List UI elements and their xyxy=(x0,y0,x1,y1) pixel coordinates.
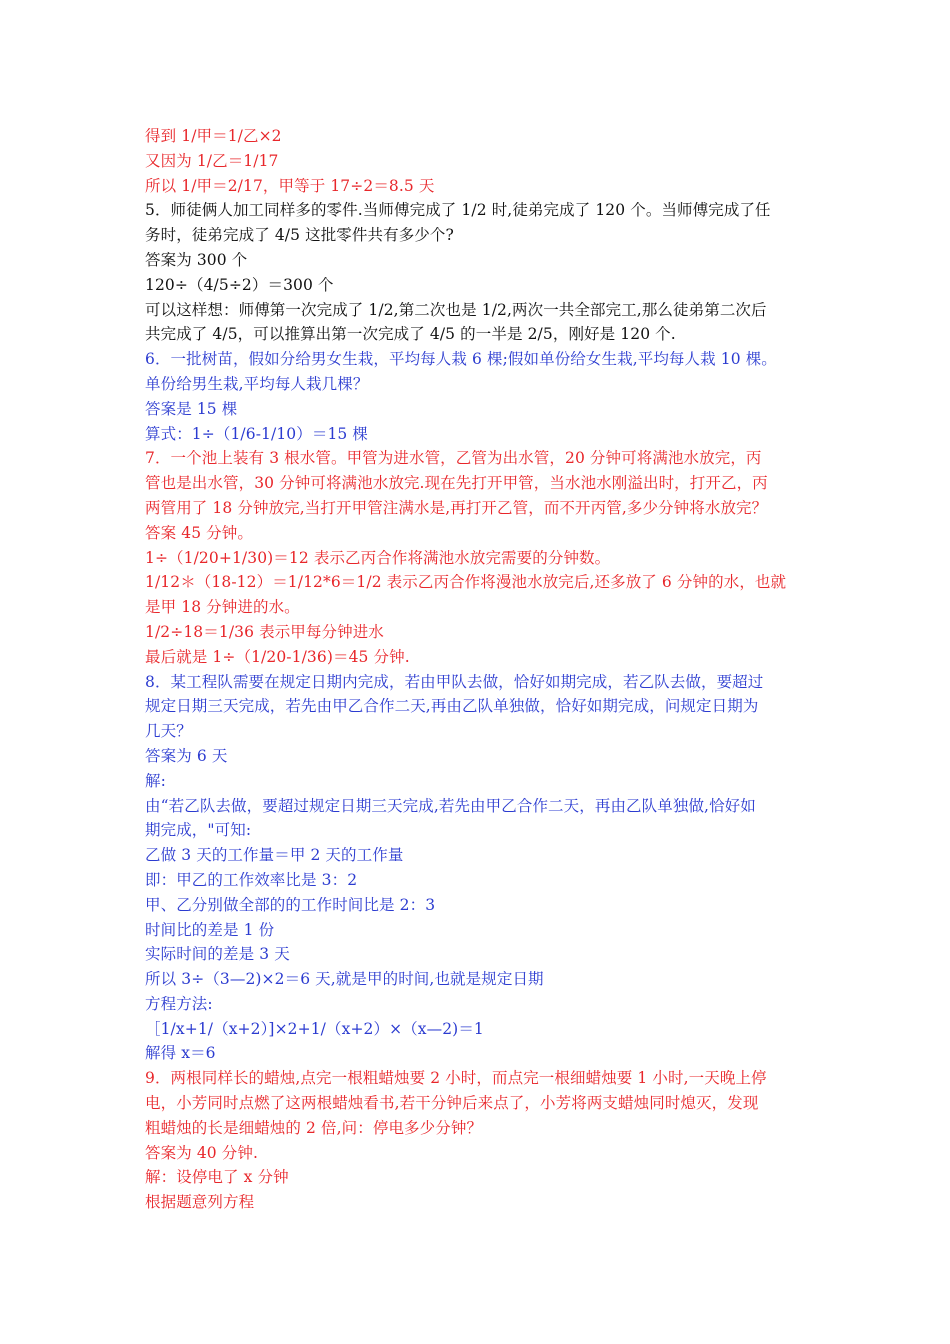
text-line: 9．两根同样长的蜡烛,点完一根粗蜡烛要 2 小时，而点完一根细蜡烛要 1 小时,一天晚上停 xyxy=(145,1069,767,1088)
text-line: 务时，徒弟完成了 4/5 这批零件共有多少个? xyxy=(145,226,454,245)
text-line: 根据题意列方程 xyxy=(145,1193,255,1212)
text-line: 算式：1÷（1/6-1/10）＝15 棵 xyxy=(145,424,368,443)
text-line: 8．某工程队需要在规定日期内完成，若由甲队去做，恰好如期完成，若乙队去做，要超过 xyxy=(145,672,764,691)
text-line: 规定日期三天完成，若先由甲乙合作二天,再由乙队单独做，恰好如期完成，问规定日期为 xyxy=(145,697,759,716)
text-line: 所以 1/甲＝2/17，甲等于 17÷2＝8.5 天 xyxy=(145,176,435,195)
text-line: 时间比的差是 1 份 xyxy=(145,920,275,939)
text-line: 答案为 300 个 xyxy=(145,250,248,269)
text-line: 7．一个池上装有 3 根水管。甲管为进水管，乙管为出水管，20 分钟可将满池水放完，丙 xyxy=(145,449,762,468)
text-line: 即：甲乙的工作效率比是 3：2 xyxy=(145,870,358,889)
text-line: 共完成了 4/5，可以推算出第一次完成了 4/5 的一半是 2/5，刚好是 120 个. xyxy=(145,325,676,344)
text-line: 最后就是 1÷（1/20-1/36)＝45 分钟. xyxy=(145,647,410,666)
text-line: 又因为 1/乙＝1/17 xyxy=(145,151,279,170)
text-line: 答案 45 分钟。 xyxy=(145,523,253,542)
text-line: 解得 x＝6 xyxy=(145,1044,216,1063)
text-line: 得到 1/甲＝1/乙×2 xyxy=(145,127,282,145)
document-body xyxy=(145,124,815,1215)
text-line: 期完成，"可知: xyxy=(145,821,252,840)
text-line: 几天？ xyxy=(145,722,192,741)
text-line: 单份给男生栽,平均每人栽几棵？ xyxy=(145,374,369,393)
text-line: 5．师徒俩人加工同样多的零件.当师傅完成了 1/2 时,徒弟完成了 120 个。当师傅完成了任 xyxy=(145,201,771,220)
text-line: 答案为 40 分钟. xyxy=(145,1143,259,1162)
text-line: 是甲 18 分钟进的水。 xyxy=(145,598,300,617)
text-line: 方程方法: xyxy=(145,994,213,1013)
text-line: 两管用了 18 分钟放完,当打开甲管注满水是,再打开乙管，而不开丙管,多少分钟将水放完？ xyxy=(145,498,768,517)
text-line: 由“若乙队去做，要超过规定日期三天完成,若先由甲乙合作二天，再由乙队单独做,恰好如 xyxy=(145,796,756,815)
text-line: 可以这样想：师傅第一次完成了 1/2,第二次也是 1/2,两次一共全部完工,那么徒弟第二次后 xyxy=(145,300,767,319)
text-line: 120÷（4/5÷2）＝300 个 xyxy=(145,275,334,294)
text-line: 1/12＊（18-12）＝1/12*6＝1/2 表示乙丙合作将漫池水放完后,还多放了 6 分钟的水，也就 xyxy=(145,573,787,592)
text-line: 粗蜡烛的长是细蜡烛的 2 倍,问：停电多少分钟？ xyxy=(145,1118,483,1137)
text-line: 答案为 6 天 xyxy=(145,746,228,765)
text-line: 解: xyxy=(145,771,166,790)
text-line: 电，小芳同时点燃了这两根蜡烛看书,若干分钟后来点了，小芳将两支蜡烛同时熄灭，发现 xyxy=(145,1094,759,1113)
text-line: 答案是 15 棵 xyxy=(145,399,238,418)
text-line: 管也是出水管，30 分钟可将满池水放完.现在先打开甲管，当水池水刚溢出时，打开乙，丙 xyxy=(145,474,768,493)
text-line: 1÷（1/20+1/30)＝12 表示乙丙合作将满池水放完需要的分钟数。 xyxy=(145,548,611,567)
text-line: 1/2÷18＝1/36 表示甲每分钟进水 xyxy=(145,622,384,641)
text-line: ［1/x+1/（x+2）]×2+1/（x+2）×（x—2)＝1 xyxy=(145,1019,484,1038)
text-line: 所以 3÷（3—2)×2＝6 天,就是甲的时间,也就是规定日期 xyxy=(145,970,544,989)
text-line: 实际时间的差是 3 天 xyxy=(145,945,290,964)
text-line: 甲、乙分别做全部的的工作时间比是 2：3 xyxy=(145,895,436,914)
text-line: 乙做 3 天的工作量＝甲 2 天的工作量 xyxy=(145,846,404,865)
text-line: 解：设停电了 x 分钟 xyxy=(145,1168,289,1187)
text-line: 6．一批树苗，假如分给男女生栽，平均每人栽 6 棵;假如单份给女生栽,平均每人栽 10 棵。 xyxy=(145,350,777,369)
